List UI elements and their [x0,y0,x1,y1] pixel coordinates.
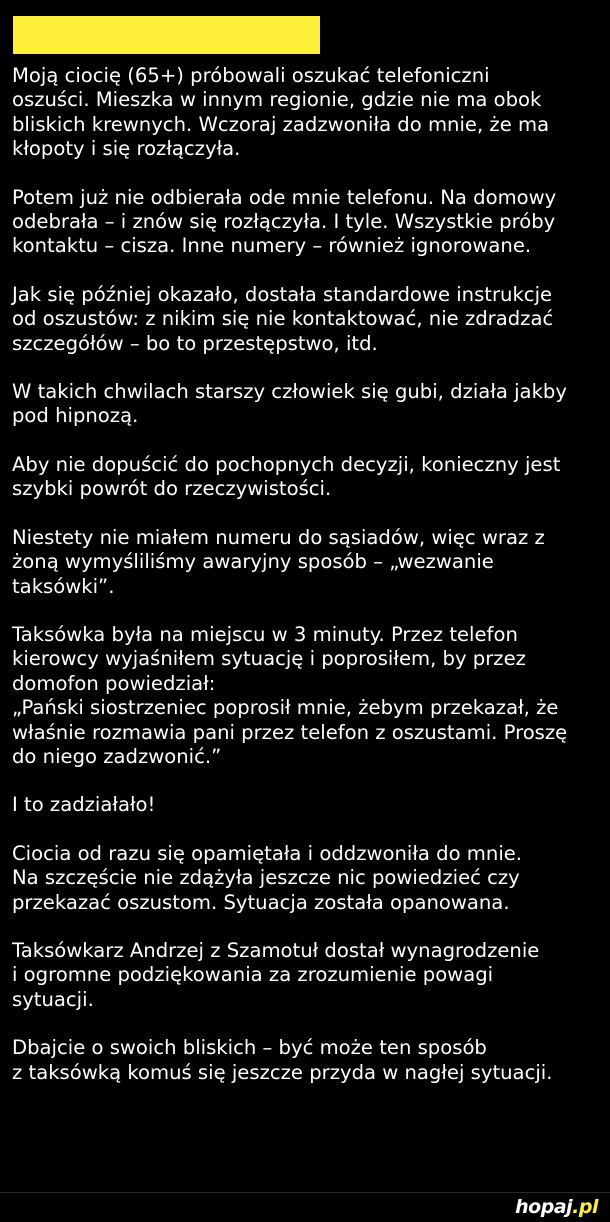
paragraph: Aby nie dopuścić do pochopnych decyzji, konieczny jest szybki powrót do rzeczywistości. [12,452,561,501]
logo-tld: .pl [572,1196,598,1218]
footer-bar [0,1192,610,1222]
logo-name: hopaj [515,1196,573,1218]
paragraph: W takich chwilach starszy człowiek się gubi, działa jakby pod hipnozą. [12,380,567,428]
paragraph: Moją ciocię (65+) próbowali oszukać telefoniczni oszuści. Mieszka w innym regionie, gdzie nie ma obok bliskich krewnych. Wczoraj zadzwoniła do mnie, że ma kłopoty i się rozłączyła. [12,64,550,161]
paragraph: Taksówkarz Andrzej z Szamotuł dostał wynagrodzenie i ogromne podziękowania za zrozumienie powagi sytuacji. [12,938,540,1011]
story-text [12,64,602,1085]
paragraph: Niestety nie miałem numeru do sąsiadów, więc wraz z żoną wymyśliliśmy awaryjny sposób – „wezwanie taksówki”. [12,525,545,598]
paragraph: Ciocia od razu się opamiętała i oddzwoniła do mnie. Na szczęście nie zdążyła jeszcze nic powiedzieć czy przekazać oszustom. Sytuacja została opanowana. [12,841,523,914]
paragraph: I to zadziałało! [12,793,156,817]
site-logo[interactable] [515,1196,598,1218]
yellow-highlight-bar [13,16,320,54]
paragraph: Taksówka była na miejscu w 3 minuty. Przez telefon kierowcy wyjaśniłem sytuację i poprosiłem, by przez domofon powiedział: „Pański siostrzeniec poprosił mnie, żebym przekazał, że właśnie rozmawia pani przez telefon z oszustami. Proszę do niego zadzwonić.” [12,622,568,768]
paragraph: Jak się później okazało, dostała standardowe instrukcje od oszustów: z nikim się nie kontaktować, nie zdradzać szczegółów – bo to przestępstwo, itd. [12,282,554,355]
paragraph: Dbajcie o swoich bliskich – być może ten sposób z taksówką komuś się jeszcze przyda w nagłej sytuacji. [12,1036,553,1084]
paragraph: Potem już nie odbierała ode mnie telefonu. Na domowy odebrała – i znów się rozłączyła. I tyle. Wszystkie próby kontaktu – cisza. Inne numery – również ignorowane. [12,185,557,258]
